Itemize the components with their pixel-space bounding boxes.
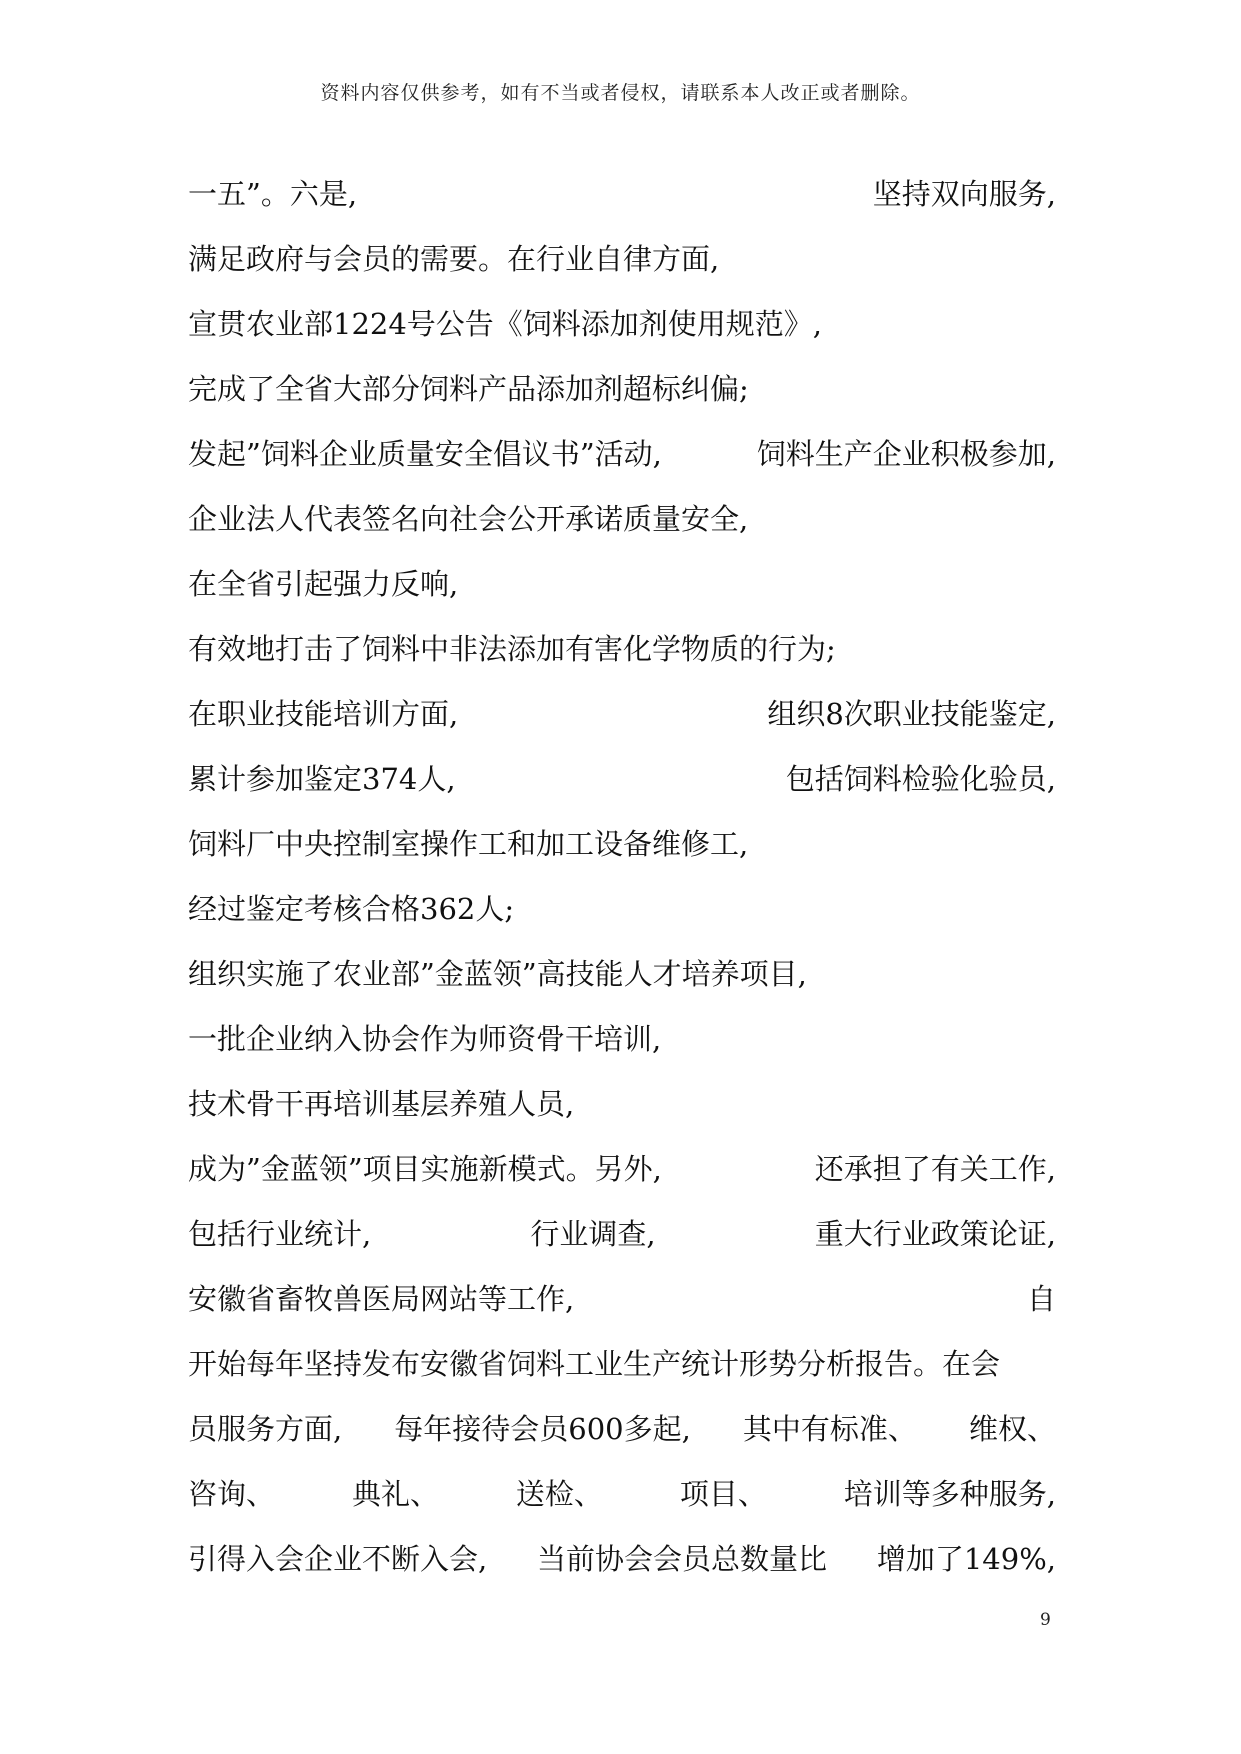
text-segment: 经过鉴定考核合格362人; [188, 892, 515, 926]
text-segment: 咨询、 [188, 1477, 276, 1511]
text-segment: 宣贯农业部1224号公告《饲料添加剂使用规范》, [188, 307, 823, 341]
body-text [188, 162, 1056, 1592]
text-line [188, 812, 1056, 877]
text-segment: 典礼、 [351, 1477, 439, 1511]
text-line [188, 357, 1056, 422]
text-segment: 自 [1026, 1282, 1056, 1316]
text-line [188, 1397, 1056, 1462]
text-line [188, 747, 1056, 812]
text-segment: 员服务方面, [188, 1412, 343, 1446]
text-line [188, 1527, 1056, 1592]
text-segment: 一五”。六是, [188, 177, 358, 211]
text-segment: 有效地打击了饲料中非法添加有害化学物质的行为; [188, 632, 836, 666]
text-segment: 培训等多种服务, [843, 1477, 1056, 1511]
text-segment: 在职业技能培训方面, [188, 697, 459, 731]
text-segment: 成为”金蓝领”项目实施新模式。另外, [188, 1152, 662, 1186]
text-segment: 引得入会企业不断入会, [188, 1542, 488, 1576]
text-segment: 安徽省畜牧兽医局网站等工作, [188, 1282, 575, 1316]
text-segment: 行业调查, [530, 1217, 656, 1251]
text-segment: 一批企业纳入协会作为师资骨干培训, [188, 1022, 662, 1056]
text-line [188, 617, 1056, 682]
text-segment: 完成了全省大部分饲料产品添加剂超标纠偏; [188, 372, 749, 406]
text-segment: 还承担了有关工作, [814, 1152, 1056, 1186]
text-line [188, 422, 1056, 487]
text-line [188, 292, 1056, 357]
text-segment: 包括行业统计, [188, 1217, 372, 1251]
text-line [188, 1007, 1056, 1072]
text-segment: 满足政府与会员的需要。在行业自律方面, [188, 242, 720, 276]
text-segment: 维权、 [968, 1412, 1056, 1446]
text-segment: 增加了149%, [876, 1542, 1056, 1576]
text-segment: 每年接待会员600多起, [394, 1412, 691, 1446]
text-line [188, 227, 1056, 292]
text-segment: 送检、 [515, 1477, 603, 1511]
text-line [188, 162, 1056, 227]
text-line [188, 1072, 1056, 1137]
text-segment: 技术骨干再培训基层养殖人员, [188, 1087, 575, 1121]
page-header-disclaimer: 资料内容仅供参考，如有不当或者侵权，请联系本人改正或者删除。 [320, 82, 921, 104]
text-segment: 累计参加鉴定374人, [188, 762, 456, 796]
text-segment: 坚持双向服务, [872, 177, 1056, 211]
text-segment: 饲料生产企业积极参加, [756, 437, 1056, 471]
text-segment: 组织8次职业技能鉴定, [767, 697, 1056, 731]
text-segment: 开始每年坚持发布安徽省饲料工业生产统计形势分析报告。在会 [188, 1347, 1001, 1381]
page-number: 9 [1040, 1610, 1051, 1630]
text-segment: 组织实施了农业部”金蓝领”高技能人才培养项目, [188, 957, 807, 991]
text-line [188, 552, 1056, 617]
text-segment: 包括饲料检验化验员, [785, 762, 1056, 796]
text-segment: 在全省引起强力反响, [188, 567, 459, 601]
text-line [188, 1462, 1056, 1527]
text-line [188, 1267, 1056, 1332]
text-line [188, 1202, 1056, 1267]
text-segment: 企业法人代表签名向社会公开承诺质量安全, [188, 502, 749, 536]
text-line [188, 487, 1056, 552]
text-segment: 当前协会会员总数量比 [537, 1542, 828, 1576]
text-segment: 重大行业政策论证, [814, 1217, 1056, 1251]
text-segment: 其中有标准、 [742, 1412, 917, 1446]
text-line [188, 1332, 1056, 1397]
text-line [188, 682, 1056, 747]
text-segment: 发起”饲料企业质量安全倡议书”活动, [188, 437, 662, 471]
text-segment: 饲料厂中央控制室操作工和加工设备维修工, [188, 827, 749, 861]
text-line [188, 1137, 1056, 1202]
text-line [188, 877, 1056, 942]
text-segment: 项目、 [679, 1477, 767, 1511]
text-line [188, 942, 1056, 1007]
